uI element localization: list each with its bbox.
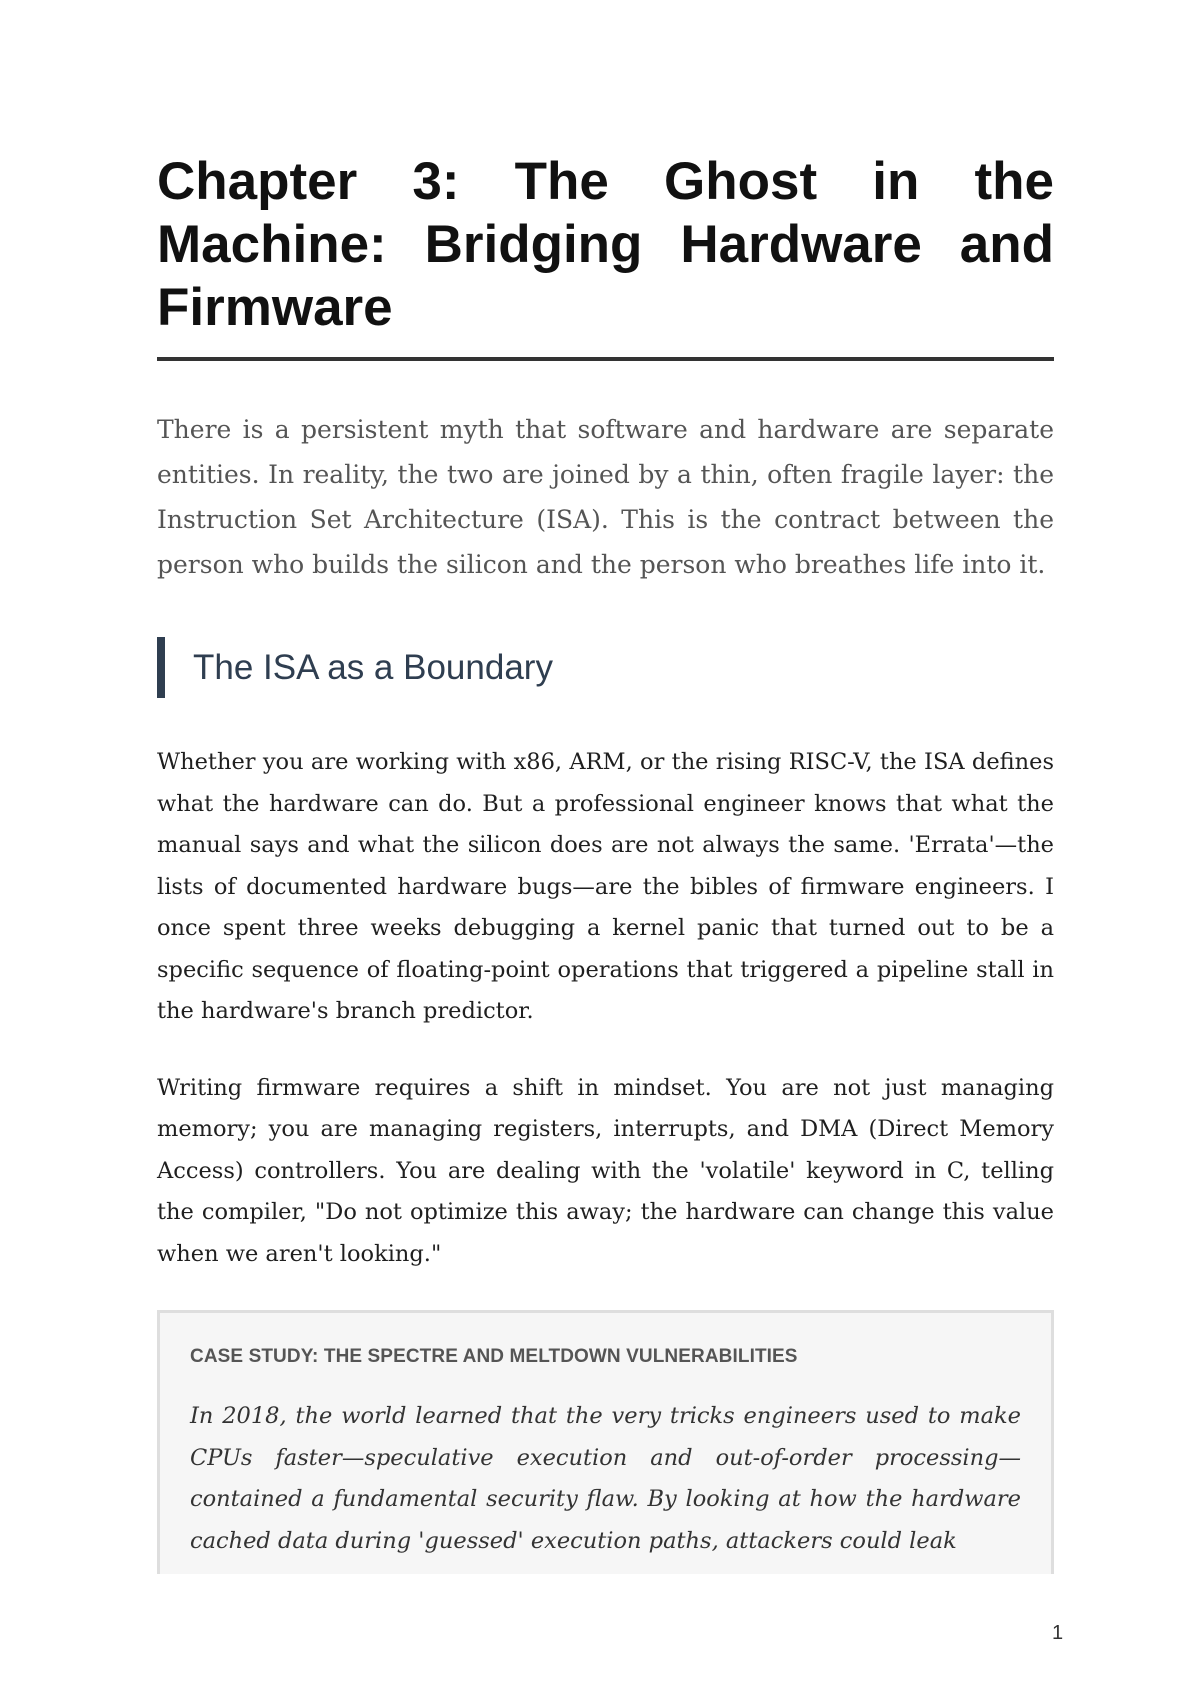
case-study-box bbox=[157, 1310, 1054, 1574]
chapter-title: Chapter 3: The Ghost in the Machine: Bridging Hardware and Firmware bbox=[157, 150, 1054, 361]
page-number: 1 bbox=[1052, 1622, 1064, 1644]
document-page bbox=[157, 150, 1054, 1574]
intro-paragraph: There is a persistent myth that software and hardware are separate entities. In reality, the two are joined by a thin, often fragile layer: the Instruction Set Architecture (ISA). This is the contract between the person who builds the silicon and the person who breathes life into it. bbox=[157, 415, 1054, 579]
case-study-text: In 2018, the world learned that the very tricks engineers used to make CPUs faster—speculative execution and out-of-order processing—contained a fundamental security flaw. By looking at how the hardware cached data during 'guessed' execution paths, attackers could leak bbox=[190, 1403, 1021, 1554]
body-paragraph-2: Writing firmware requires a shift in mindset. You are not just managing memory; you are managing registers, interrupts, and DMA (Direct Memory Access) controllers. You are dealing with the 'volatile' keyword in C, telling the compiler, "Do not optimize this away; the hardware can change this value when we aren't looking." bbox=[157, 1074, 1054, 1267]
section-heading: The ISA as a Boundary bbox=[157, 637, 1054, 698]
case-study-label: CASE STUDY: THE SPECTRE AND MELTDOWN VULNERABILITIES bbox=[190, 1346, 798, 1367]
body-paragraph-1: Whether you are working with x86, ARM, or the rising RISC-V, the ISA defines what the hardware can do. But a professional engineer knows that what the manual says and what the silicon does are not always the same. 'Errata'—the lists of documented hardware bugs—are the bibles of firmware engineers. I once spent three weeks debugging a kernel panic that turned out to be a specific sequence of floating-point operations that triggered a pipeline stall in the hardware's branch predictor. bbox=[157, 749, 1054, 1024]
